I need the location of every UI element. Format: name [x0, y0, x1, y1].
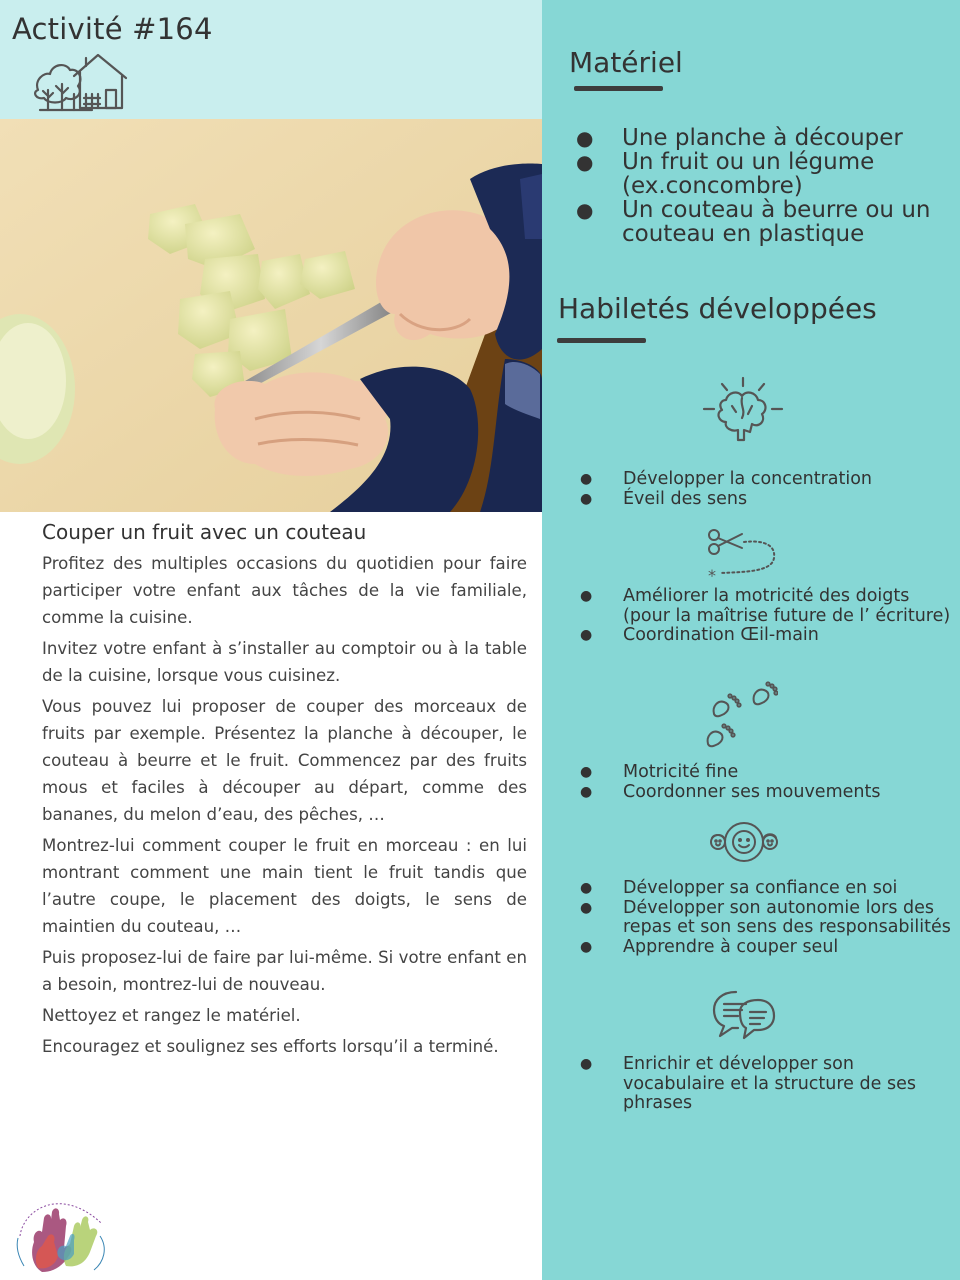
svg-text:*: *: [708, 566, 716, 582]
bullet-icon: ●: [580, 627, 593, 643]
activity-title: Activité #164: [12, 12, 213, 46]
skills-list-concentration: [580, 470, 955, 509]
habiletes-title: Habiletés développées: [558, 292, 877, 325]
bullet-icon: ●: [576, 150, 594, 174]
article-paragraph: Profitez des multiples occasions du quotidien pour faire participer votre enfant aux tâches de la vie familiale, comme la cuisine.: [42, 554, 527, 627]
bullet-icon: ●: [580, 1056, 593, 1072]
article-paragraph: Puis proposez-lui de faire par lui-même. Si votre enfant en a besoin, montrez-lui de nouveau.: [42, 948, 527, 994]
skills-list-confiance: [580, 879, 955, 957]
list-item: [580, 879, 955, 899]
list-item: [580, 763, 955, 783]
list-item-label: Améliorer la motricité des doigts (pour la maîtrise future de l’ écriture): [623, 586, 951, 626]
list-item-label: Une planche à découper: [622, 125, 903, 151]
article-paragraph: Encouragez et soulignez ses efforts lorsqu’il a terminé.: [42, 1037, 499, 1056]
list-item: [572, 198, 952, 246]
bullet-icon: ●: [576, 198, 594, 222]
list-item: [580, 783, 955, 803]
article-paragraph: Nettoyez et rangez le matériel.: [42, 1006, 301, 1025]
list-item: [580, 938, 955, 958]
header-band: [0, 0, 542, 119]
bullet-icon: ●: [580, 938, 593, 955]
list-item: [580, 626, 955, 646]
list-item: [580, 490, 955, 510]
list-item-label: Développer la concentration: [623, 469, 873, 489]
right-column: [542, 0, 960, 1280]
hands-logo-icon: [8, 1196, 116, 1274]
house-tree-icon: [34, 50, 130, 116]
article-title: Couper un fruit avec un couteau: [42, 520, 367, 544]
materiel-title: Matériel: [569, 46, 683, 79]
habiletes-divider: [557, 338, 646, 343]
list-item-label: Motricité fine: [623, 762, 739, 782]
article-paragraph: Vous pouvez lui proposer de couper des morceaux de fruits par exemple. Présentez la planche à découper, le couteau à beurre et le fruit. Commencez par des fruits mous et faciles à découper au départ, comme des bananes, du melon d’eau, des pêches, …: [42, 697, 527, 824]
list-item-label: Coordonner ses mouvements: [623, 781, 881, 802]
article-paragraph: Invitez votre enfant à s’installer au comptoir ou à la table de la cuisine, lorsque vous cuisinez.: [42, 639, 527, 685]
bullet-icon: ●: [580, 490, 593, 507]
bullet-icon: ●: [580, 899, 593, 916]
list-item-label: Développer son autonomie lors des repas et son sens des responsabilités: [623, 897, 951, 937]
list-item: [580, 470, 955, 490]
materiel-list: [572, 126, 952, 246]
brain-icon: [702, 376, 784, 446]
children-faces-icon: [708, 820, 780, 864]
bullet-icon: ●: [580, 471, 593, 487]
list-item-label: Un fruit ou un légume (ex.concombre): [622, 149, 875, 199]
list-item-label: Enrichir et développer son vocabulaire et la structure de ses phrases: [623, 1054, 916, 1113]
bullet-icon: ●: [580, 588, 593, 604]
list-item-label: Un couteau à beurre ou un couteau en plastique: [622, 197, 931, 247]
materiel-divider: [574, 86, 663, 91]
list-item-label: Coordination Œil-main: [623, 625, 819, 645]
list-item-label: Éveil des sens: [623, 488, 748, 509]
skills-list-motricite-doigts: [580, 587, 955, 646]
list-item-label: Développer sa confiance en soi: [623, 878, 898, 898]
bullet-icon: ●: [576, 126, 594, 150]
list-item: [572, 126, 952, 150]
bullet-icon: ●: [580, 783, 593, 800]
bullet-icon: ●: [580, 764, 593, 780]
article: [42, 520, 527, 1064]
list-item: [572, 150, 952, 198]
bullet-icon: ●: [580, 880, 593, 896]
skills-list-vocabulaire: [580, 1055, 955, 1114]
list-item: [580, 1055, 955, 1114]
speech-bubbles-icon: [712, 990, 776, 1042]
list-item: [580, 899, 955, 938]
skills-list-motricite-fine: [580, 763, 955, 802]
list-item: [580, 587, 955, 626]
list-item-label: Apprendre à couper seul: [623, 936, 839, 957]
footprints-icon: [704, 678, 778, 752]
article-paragraph: Montrez-lui comment couper le fruit en morceau : en lui montrant comment une main tient le fruit tandis que l’autre coupe, le placement des doigts, le sens de maintien du couteau, …: [42, 836, 527, 936]
scissors-icon: [704, 526, 778, 582]
child-cutting-fruit-photo: [0, 119, 542, 512]
